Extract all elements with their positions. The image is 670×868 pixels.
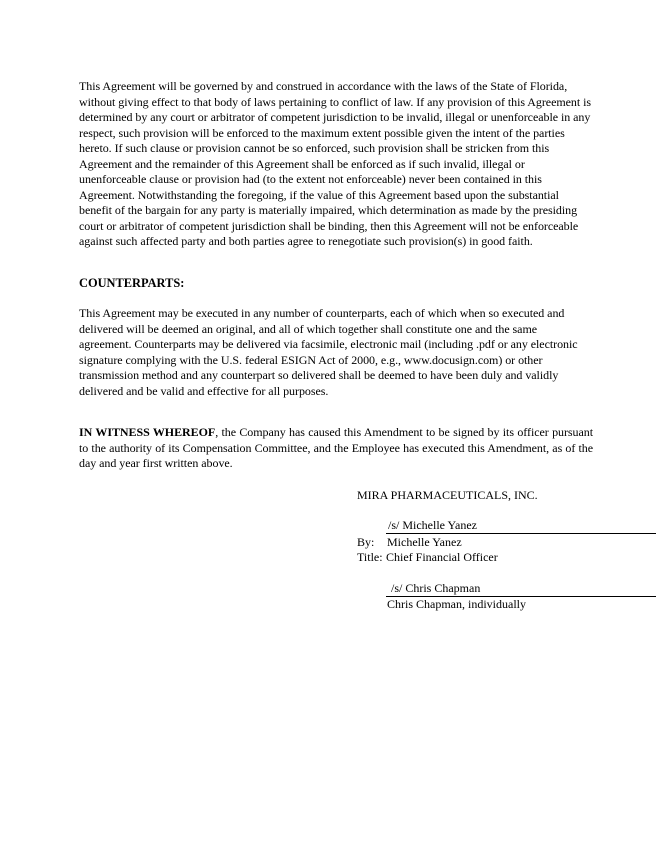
signer-title: Chief Financial Officer bbox=[386, 550, 498, 564]
company-signature: /s/ Michelle Yanez bbox=[388, 518, 477, 532]
counterparts-paragraph: This Agreement may be executed in any number of counterparts, each of which when so executed and delivered will be deemed an original, and all of which together shall constitute one and the same agreement. Counterparts may be delivered via facsimile, electronic mail (including .pdf or any electronic signature complying with the U.S. federal ESIGN Act of 2000, e.g., www.docusign.com) or other transmission method and any counterpart so delivered shall be deemed to have been duly and validly delivered and be valid and effective for all purposes. bbox=[79, 306, 578, 398]
witness-text: , the Company has caused this Amendment to be signed by its officer pursuant to the authority of its Compensation Committee, and the Employee has executed this Amendment, as of the day and year first written above. bbox=[79, 425, 594, 470]
company-name: MIRA PHARMACEUTICALS, INC. bbox=[357, 488, 538, 502]
signer-name: Michelle Yanez bbox=[387, 535, 462, 549]
governing-law-paragraph: This Agreement will be governed by and construed in accordance with the laws of the State of Florida, without giving effect to that body of laws pertaining to conflict of law. If any provision of this Agreement is determined by any court or arbitrator of competent jurisdiction to be invalid, illegal or unenforceable in any respect, such provision will be enforced to the maximum extent possible given the intent of the parties hereto. If such clause or provision cannot be so enforced, such provision shall be stricken from this Agreement and the remainder of this Agreement shall be enforced as if such invalid, illegal or unenforceable clause or provision had (to the extent not enforceable) never been contained in this Agreement. Notwithstanding the foregoing, if the value of this Agreement based upon the substantial benefit of the bargain for any party is materially impaired, which determination as made by the presiding court or arbitrator of competent jurisdiction shall be binding, then this Agreement will not be enforceable against such affected party and both parties agree to renegotiate such provision(s) in good faith. bbox=[79, 79, 592, 248]
counterparts-heading: COUNTERPARTS: bbox=[79, 276, 185, 290]
company-signature-line bbox=[386, 518, 656, 534]
employee-signature: /s/ Chris Chapman bbox=[391, 581, 481, 595]
employee-name: Chris Chapman, individually bbox=[387, 597, 526, 611]
witness-paragraph bbox=[79, 425, 593, 472]
title-label: Title: bbox=[357, 550, 383, 564]
employee-signature-line bbox=[386, 581, 656, 597]
witness-lead: IN WITNESS WHEREOF bbox=[79, 425, 216, 439]
by-label: By: bbox=[357, 535, 375, 549]
